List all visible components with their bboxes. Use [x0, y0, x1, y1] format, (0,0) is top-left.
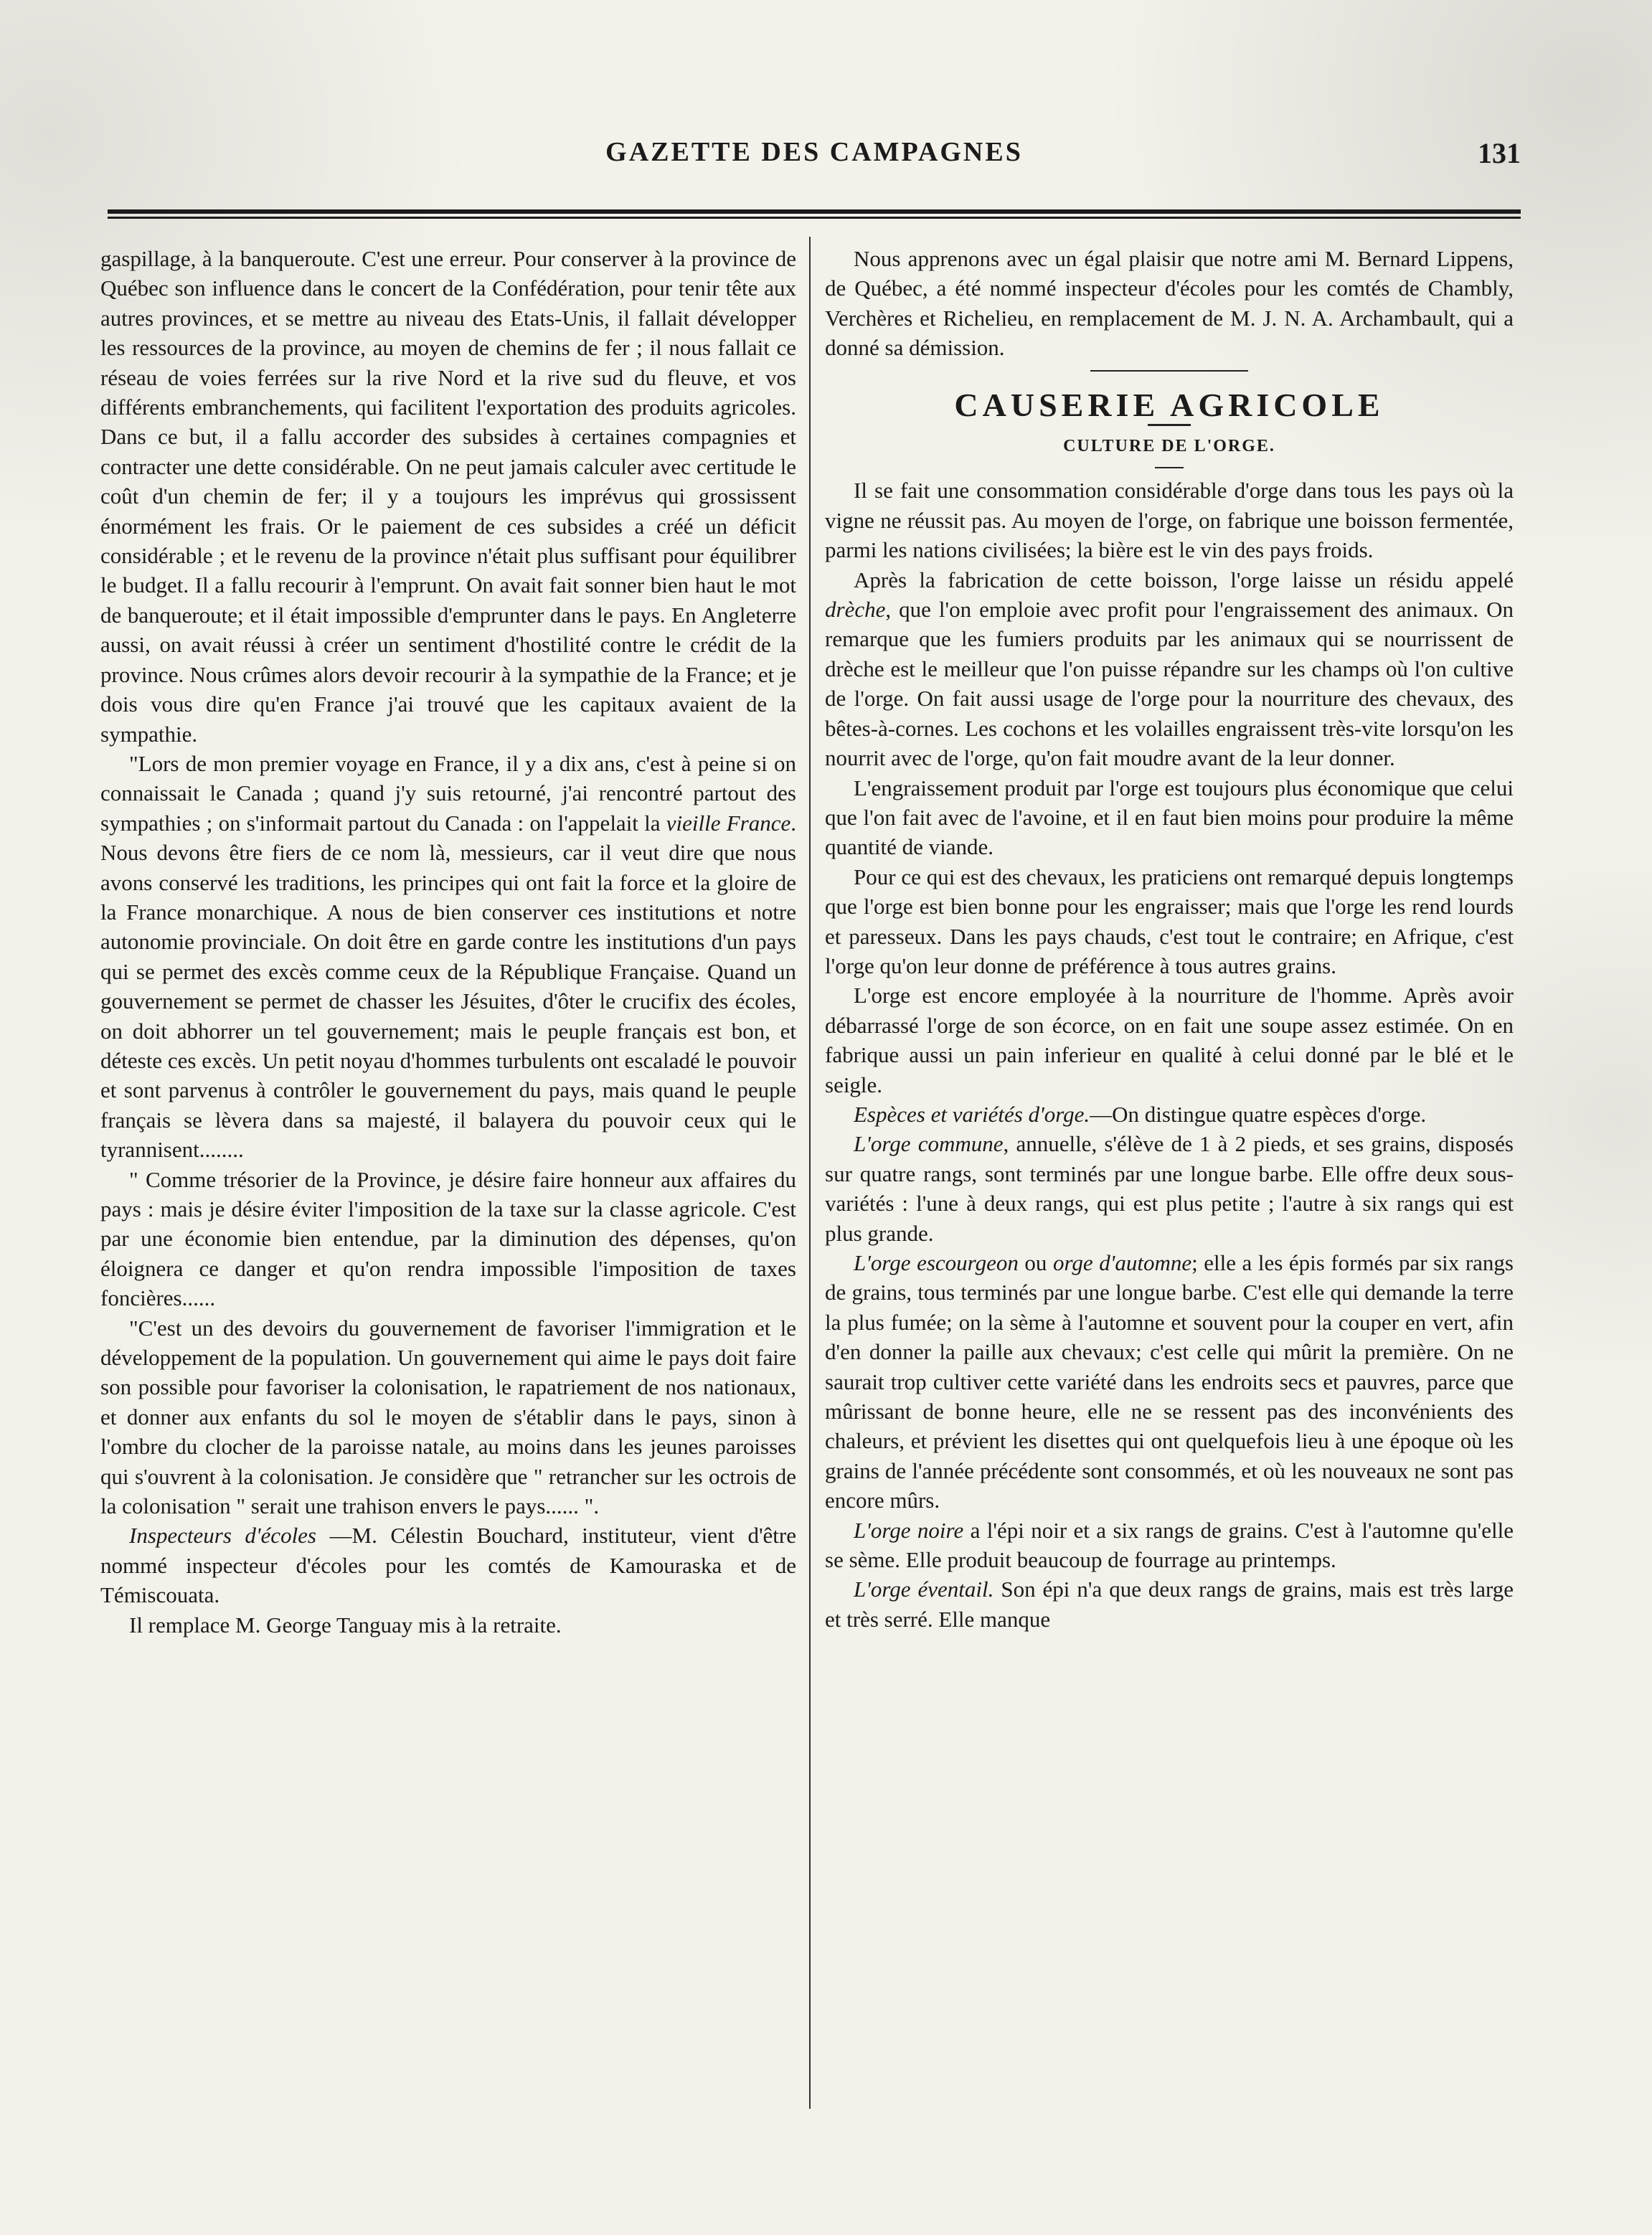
subtitle-dash — [1155, 467, 1184, 468]
right-p10-text: a l'épi noir et a six rangs de grains. C'est à l'automne qu'elle se sème. Elle produit beaucoup de fourrage au printemps. — [825, 1517, 1514, 1573]
left-column — [100, 244, 796, 1640]
right-p3-text-a: Après la fabrication de cette boisson, l'orge laisse un résidu appelé — [854, 567, 1514, 592]
right-paragraph-3 — [825, 565, 1514, 773]
section-separator — [1090, 370, 1248, 372]
right-p11-text: Son épi n'a que deux rangs de grains, mais est très large et très serré. Elle manque — [825, 1577, 1514, 1632]
right-paragraph-9 — [825, 1248, 1514, 1516]
left-paragraph-6: Il remplace M. George Tanguay mis à la retraite. — [129, 1612, 562, 1638]
page-number: 131 — [1478, 137, 1521, 169]
section-subtitle: CULTURE DE L'ORGE. — [1063, 437, 1275, 456]
right-paragraph-5: Pour ce qui est des chevaux, les praticiens ont remarqué depuis longtemps que l'orge est bien bonne pour les engraisser; mais que l'orge les rend lourds et paresseux. Dans les pays chauds, c'est tout le contraire; en Afrique, c'est l'orge qu'on leur donne de préférence à tous autres grains. — [825, 864, 1514, 978]
header-rule-thin — [108, 217, 1521, 219]
right-paragraph-8 — [825, 1129, 1514, 1248]
right-paragraph-11 — [825, 1574, 1514, 1634]
right-p3-emphasis: drèche — [825, 597, 886, 623]
right-p9-text: ; elle a les épis formés par six rangs de grains, tous terminés par une longue barbe. C'est elle qui demande la terre la plus fumée; on la sème à l'automne et souvent pour la couper en vert, afin d'en donner la paille aux chevaux; c'est celle qui mûrit la première. On ne saurait trop cultiver cette variété dans les endroits secs et pauvres, parce que mûrissant de bonne heure, elle ne se ressent pas des inconvénients des chaleurs, et prévient les disettes qui ont quelquefois lieu à une époque où les grains de l'année précédente sont consommés, et où les nouveaux ne sont pas encore mûrs. — [825, 1250, 1514, 1513]
right-column — [825, 244, 1514, 1634]
right-p11-emphasis: L'orge éventail. — [854, 1577, 994, 1602]
left-p5-emphasis: Inspecteurs d'écoles — [129, 1523, 316, 1549]
right-p7-text: —On distingue quatre espèces d'orge. — [1090, 1101, 1427, 1127]
right-p9-emphasis-2: orge d'automne — [1052, 1250, 1192, 1275]
left-paragraph-1: gaspillage, à la banqueroute. C'est une erreur. Pour conserver à la province de Québec son influence dans le concert de la Confédération, pour tenir tête aux autres provinces, et se mettre au niveau des Etats-Unis, il fallait développer les ressources de la province, au moyen de chemins de fer ; il nous fallait ce réseau de voies ferrées sur la rive Nord et la rive sud du fleuve, et vos différents embranchements, qui facilitent l'exportation des produits agricoles. Dans ce but, il a fallu accorder des subsides à certaines compagnies et contracter une dette considérable. On ne peut jamais calculer avec certitude le coût d'un chemin de fer; il y a toujours les imprévus qui grossissent énormément les frais. Or le paiement de ces subsides a créé un déficit considérable ; et le revenu de la province n'était plus suffisant pour équilibrer le budget. Il a fallu recourir à l'emprunt. On avait fait sonner bien haut le mot de banqueroute; et il était impossible d'emprunter dans le pays. En Angleterre aussi, on avait réussi à créer un sentiment d'hostilité contre le crédit de la province. Nous crûmes alors devoir recourir à la sympathie de la France; et je dois vous dire qu'en France j'ai trouvé que les capitaux avaient de la sympathie. — [100, 246, 796, 747]
right-p7-emphasis: Espèces et variétés d'orge. — [854, 1101, 1090, 1127]
right-paragraph-6: L'orge est encore employée à la nourriture de l'homme. Après avoir débarrassé l'orge de son écorce, on en fait une soupe assez estimée. On en fabrique aussi un pain inferieur en qualité à celui donné par le blé et le seigle. — [825, 983, 1514, 1097]
left-paragraph-4: "C'est un des devoirs du gouvernement de favoriser l'immigration et le développement de la population. Un gouvernement qui aime le pays doit faire son possible pour favoriser la colonisation, le rapatriement de nos nationaux, et donner aux enfants du sol le moyen de s'établir dans le pays, sinon à l'ombre du clocher de la paroisse natale, au moins dans les jeunes paroisses qui s'ouvrent à la colonisation. Je considère que " retrancher sur les octrois de la colonisation " serait une trahison envers le pays...... ". — [100, 1315, 796, 1519]
left-paragraph-3: " Comme trésorier de la Province, je désire faire honneur aux affaires du pays : mais je désire éviter l'imposition de la taxe sur la classe agricole. C'est par une économie bien entendue, par la diminution des dépenses, qu'on éloignera ce danger et qu'on rendra impossible l'imposition de taxes foncières...... — [100, 1166, 796, 1311]
page-header — [108, 136, 1521, 179]
right-p8-emphasis: L'orge commune — [854, 1131, 1004, 1157]
right-p9-mid: ou — [1018, 1250, 1053, 1275]
right-paragraph-4: L'engraissement produit par l'orge est toujours plus économique que celui que l'on fait avec de l'avoine, et il en faut bien moins pour produire la même quantité de viande. — [825, 775, 1514, 860]
left-p2-emphasis: vieille France — [666, 810, 791, 836]
publication-title: GAZETTE DES CAMPAGNES — [605, 137, 1023, 167]
left-paragraph-2 — [100, 749, 796, 1165]
left-p5-text: —M. Célestin Bouchard, instituteur, vient d'être nommé inspecteur d'écoles pour les comtés de Kamouraska et de Témiscouata. — [100, 1523, 796, 1608]
title-dash — [1148, 424, 1191, 426]
header-rule — [108, 209, 1521, 214]
right-p9-emphasis-1: L'orge escourgeon — [854, 1250, 1019, 1275]
column-divider — [809, 237, 811, 2109]
left-p2-text-a: "Lors de mon premier voyage en France, il y a dix ans, c'est à peine si on connaissait le Canada ; quand j'y suis retourné, j'ai rencontré partout des sympathies ; on s'informait partout du Canada : on l'appelait la — [100, 750, 796, 836]
right-p3-text-b: , que l'on emploie avec profit pour l'engraissement des animaux. On remarque que les fumiers produits par les animaux qui se nourrissent de drèche est le meilleur que l'on puisse répandre sur les champs où l'on cultive de l'orge. On fait aussi usage de l'orge pour la nourriture des chevaux, des bêtes-à-cornes. Les cochons et les volailles engraissent très-vite lorsqu'on les nourrit avec de l'orge, qu'on fait moudre avant de la leur donner. — [825, 597, 1514, 771]
right-paragraph-1: Nous apprenons avec un égal plaisir que notre ami M. Bernard Lippens, de Québec, a été nommé inspecteur d'écoles pour les comtés de Chambly, Verchères et Richelieu, en remplacement de M. J. N. A. Archambault, qui a donné sa démission. — [825, 246, 1514, 361]
right-p10-emphasis: L'orge noire — [854, 1517, 964, 1543]
left-paragraph-5 — [100, 1521, 796, 1610]
section-title: CAUSERIE AGRICOLE — [954, 386, 1384, 423]
right-paragraph-7 — [825, 1100, 1514, 1129]
left-p2-text-b: . Nous devons être fiers de ce nom là, messieurs, car il veut dire que nous avons conservé les traditions, les principes qui ont fait la force et la gloire de la France monarchique. A nous de bien conserver ces institutions et notre autonomie provinciale. On doit être en garde contre les institutions d'un pays qui se permet des excès comme ceux de la République Française. Quand un gouvernement se permet de chasser les Jésuites, d'ôter le crucifix des écoles, on doit abhorrer un tel gouvernement; mais le peuple français est bon, et déteste ces excès. Un petit noyau d'hommes turbulents ont escaladé le pouvoir et sont parvenus à contrôler le gouvernement du pays, mais quand le peuple français se lèvera dans sa majesté, il balayera du pouvoir ceux qui le tyrannisent........ — [100, 810, 796, 1163]
right-paragraph-2: Il se fait une consommation considérable d'orge dans tous les pays où la vigne ne réussit pas. Au moyen de l'orge, on fabrique une boisson fermentée, parmi les nations civilisées; la bière est le vin des pays froids. — [825, 478, 1514, 563]
right-p8-text: , annuelle, s'élève de 1 à 2 pieds, et ses grains, disposés sur quatre rangs, sont terminés par une longue barbe. Elle offre deux sous-variétés : l'une à deux rangs, qui est plus petite ; l'autre à six rangs qui est plus grande. — [825, 1131, 1514, 1246]
right-paragraph-10 — [825, 1516, 1514, 1575]
